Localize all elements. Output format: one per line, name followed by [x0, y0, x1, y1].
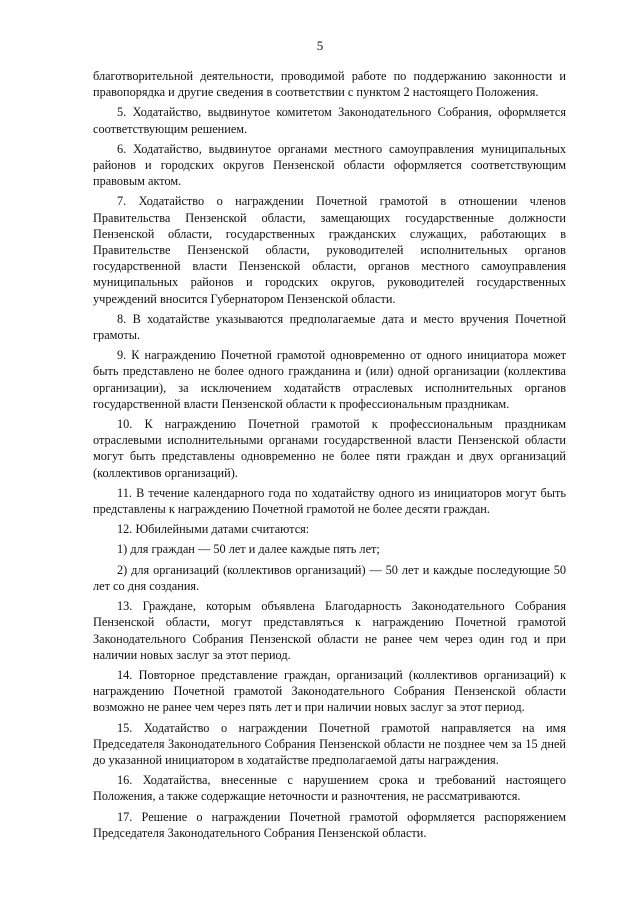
paragraph-14: 14. Повторное представление граждан, организаций (коллективов организаций) к награждению Почетной грамотой Законодательного Собрания Пензенской области возможно не ранее чем через пять лет и при наличии новых заслуг за этот период.	[93, 667, 566, 715]
paragraph-13: 13. Граждане, которым объявлена Благодарность Законодательного Собрания Пензенской области, могут представляться к награждению Почетной грамотой Законодательного Собрания Пензенской области не ранее чем через один год и при наличии новых заслуг за этот период.	[93, 599, 566, 662]
document-body	[93, 68, 566, 845]
paragraph-16: 16. Ходатайства, внесенные с нарушением срока и требований настоящего Положения, а также содержащие неточности и разночтения, не рассматриваются.	[93, 773, 566, 804]
paragraph-17: 17. Решение о награждении Почетной грамотой оформляется распоряжением Председателя Законодательного Собрания Пензенской области.	[93, 809, 566, 840]
paragraph-11: 11. В течение календарного года по ходатайству одного из инициаторов могут быть представлены к награждению Почетной грамотой не более десяти граждан.	[93, 485, 566, 517]
paragraph-5: 5. Ходатайство, выдвинутое комитетом Законодательного Собрания, оформляется соответствующим решением.	[93, 105, 566, 136]
paragraph-6: 6. Ходатайство, выдвинутое органами местного самоуправления муниципальных районов и городских округов Пензенской области оформляется соответствующим правовым актом.	[93, 141, 566, 189]
paragraph-continuation: благотворительной деятельности, проводимой работе по поддержанию законности и правопорядка и другие сведения в соответствии с пунктом 2 настоящего Положения.	[93, 69, 566, 100]
paragraph-15: 15. Ходатайство о награждении Почетной грамотой направляется на имя Председателя Законодательного Собрания Пензенской области не позднее чем за 15 дней до указанной инициатором в ходатайстве предполагаемой даты награждения.	[93, 720, 566, 767]
page-number: 5	[316, 38, 324, 53]
paragraph-7: 7. Ходатайство о награждении Почетной грамотой в отношении членов Правительства Пензенской области, замещающих государственные должности Пензенской области, государственных гражданских служащих, работающих в Правительстве Пензенской области, руководителей исполнительных органов государственной власти Пензенской области, органов местного самоуправления муниципальных районов и городских округов, руководителей государственных учреждений вносится Губернатором Пензенской области.	[93, 194, 566, 306]
paragraph-12-item-1: 1) для граждан — 50 лет и далее каждые пять лет;	[117, 542, 380, 557]
paragraph-10: 10. К награждению Почетной грамотой к профессиональным праздникам отраслевыми исполнительными органами государственной власти Пензенской области могут быть представлены одновременно не более пяти граждан и двух организаций (коллективов организаций).	[93, 417, 566, 480]
paragraph-9: 9. К награждению Почетной грамотой одновременно от одного инициатора может быть представлено не более одного гражданина и (или) одной организации (коллектива организации), за исключением ходатайств отраслевых исполнительных органов государственной власти Пензенской области к профессиональным праздникам.	[93, 348, 566, 411]
paragraph-8: 8. В ходатайстве указываются предполагаемые дата и место вручения Почетной грамоты.	[93, 311, 566, 343]
paragraph-12-item-2: 2) для организаций (коллективов организаций) — 50 лет и каждые последующие 50 лет со дня создания.	[93, 562, 566, 593]
paragraph-12: 12. Юбилейными датами считаются:	[117, 522, 310, 537]
